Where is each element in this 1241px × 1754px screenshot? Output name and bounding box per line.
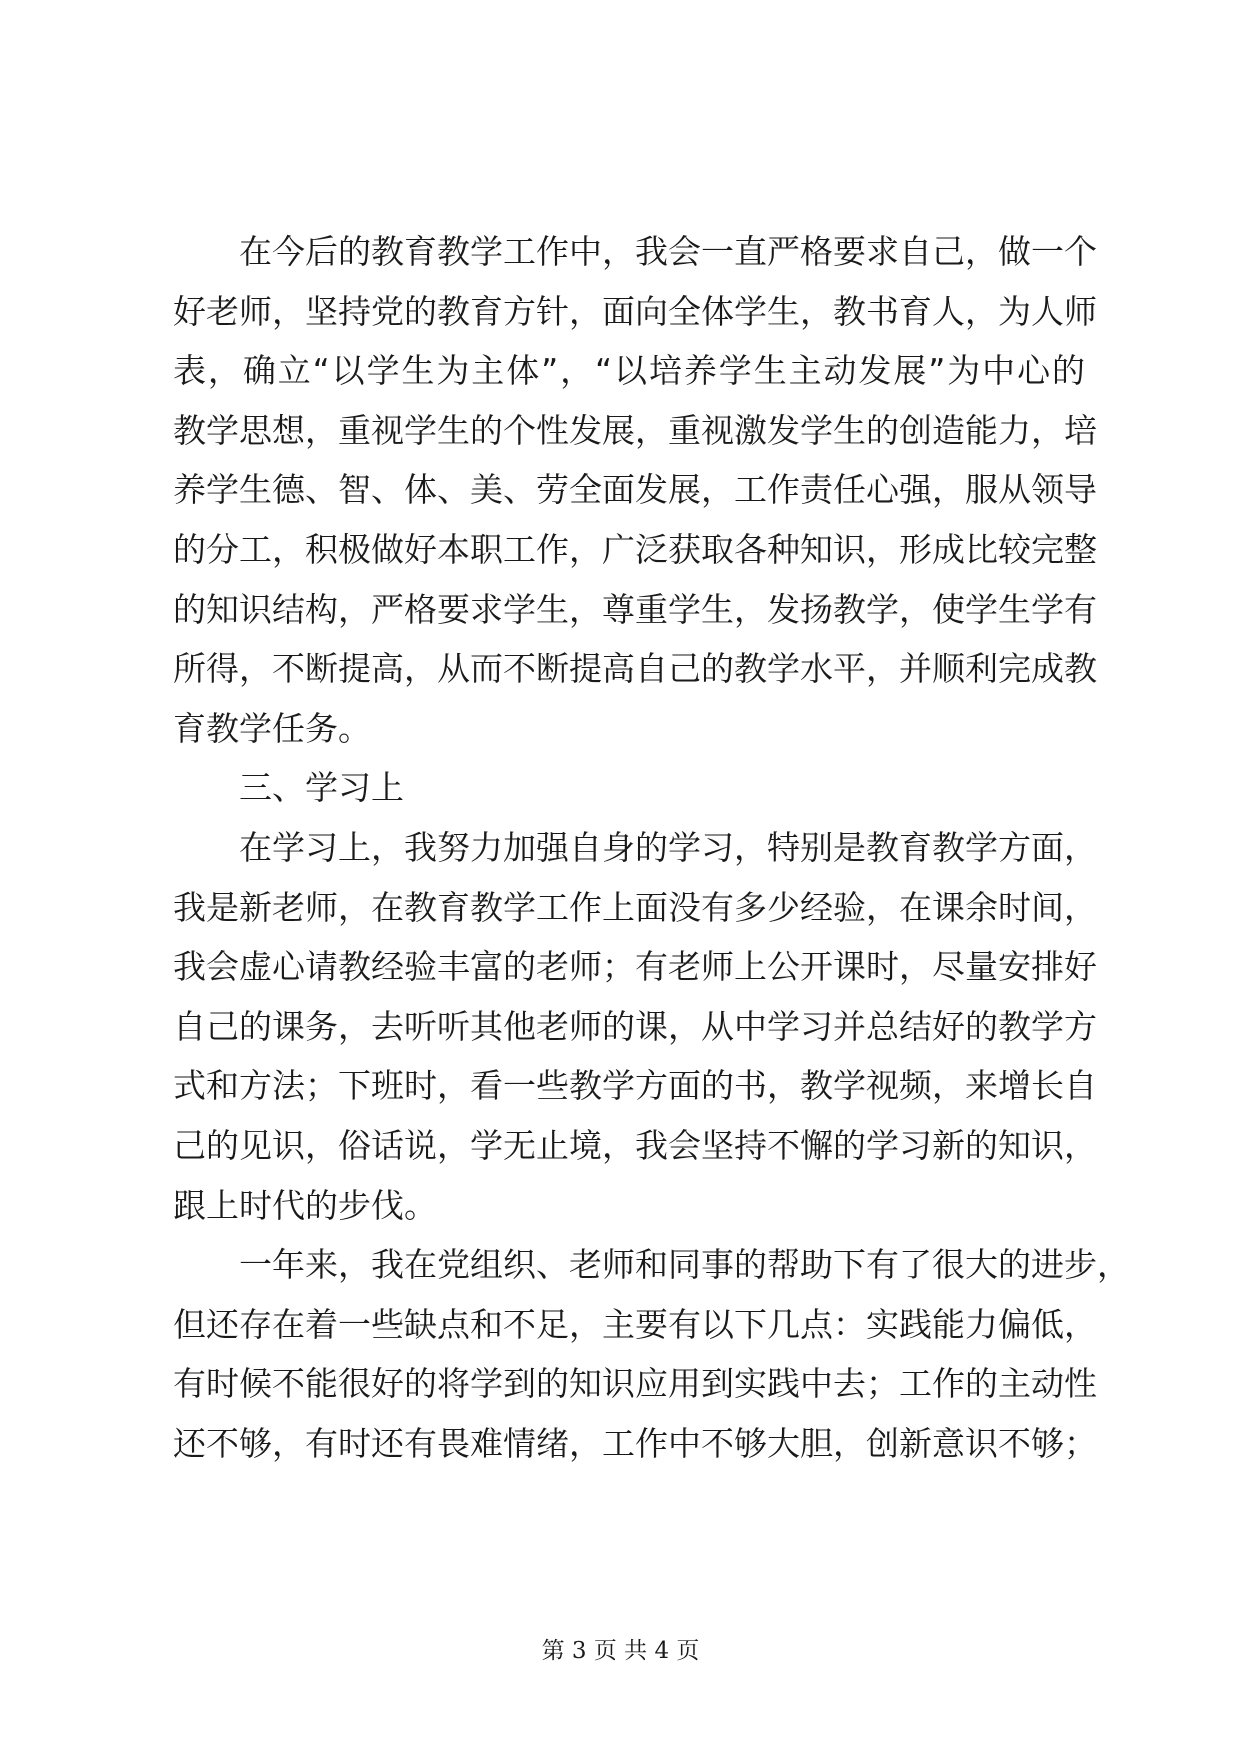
text-line: 但还存在着一些缺点和不足，主要有以下几点：实践能力偏低，: [173, 1304, 1097, 1344]
text-line: 己的见识，俗话说，学无止境，我会坚持不懈的学习新的知识，: [173, 1125, 1097, 1165]
text-line: 教学思想，重视学生的个性发展，重视激发学生的创造能力，培: [173, 410, 1097, 450]
text-line: 在学习上，我努力加强自身的学习，特别是教育教学方面，: [239, 827, 1097, 867]
text-line: 的分工，积极做好本职工作，广泛获取各种知识，形成比较完整: [173, 529, 1097, 569]
text-line: 还不够，有时还有畏难情绪，工作中不够大胆，创新意识不够；: [173, 1423, 1097, 1463]
text-line: 跟上时代的步伐。: [173, 1185, 437, 1225]
text-line: 所得，不断提高，从而不断提高自己的教学水平，并顺利完成教: [173, 649, 1097, 689]
text-line: 一年来，我在党组织、老师和同事的帮助下有了很大的进步，: [239, 1245, 1130, 1285]
text-line: 我是新老师，在教育教学工作上面没有多少经验，在课余时间，: [173, 887, 1097, 927]
text-line: 在今后的教育教学工作中，我会一直严格要求自己，做一个: [239, 232, 1097, 271]
page-footer: 第 3 页 共 4 页: [541, 1638, 700, 1664]
text-line: 养学生德、智、体、美、劳全面发展，工作责任心强，服从领导: [173, 470, 1097, 510]
text-line: 三、学习上: [239, 768, 404, 808]
text-line: 有时候不能很好的将学到的知识应用到实践中去；工作的主动性: [173, 1364, 1097, 1404]
text-line: 式和方法；下班时，看一些教学方面的书，教学视频，来增长自: [173, 1066, 1097, 1106]
text-line: 我会虚心请教经验丰富的老师；有老师上公开课时，尽量安排好: [173, 947, 1097, 987]
text-line: 育教学任务。: [173, 708, 371, 748]
text-line: 自己的课务，去听听其他老师的课，从中学习并总结好的教学方: [173, 1006, 1097, 1046]
text-line: 的知识结构，严格要求学生，尊重学生，发扬教学，使学生学有: [173, 589, 1097, 629]
body-text: [173, 222, 1130, 1473]
text-line: 好老师，坚持党的教育方针，面向全体学生，教书育人，为人师: [173, 291, 1097, 331]
text-line: 表，确立“以学生为主体”，“以培养学生主动发展”为中心的: [173, 351, 1085, 391]
